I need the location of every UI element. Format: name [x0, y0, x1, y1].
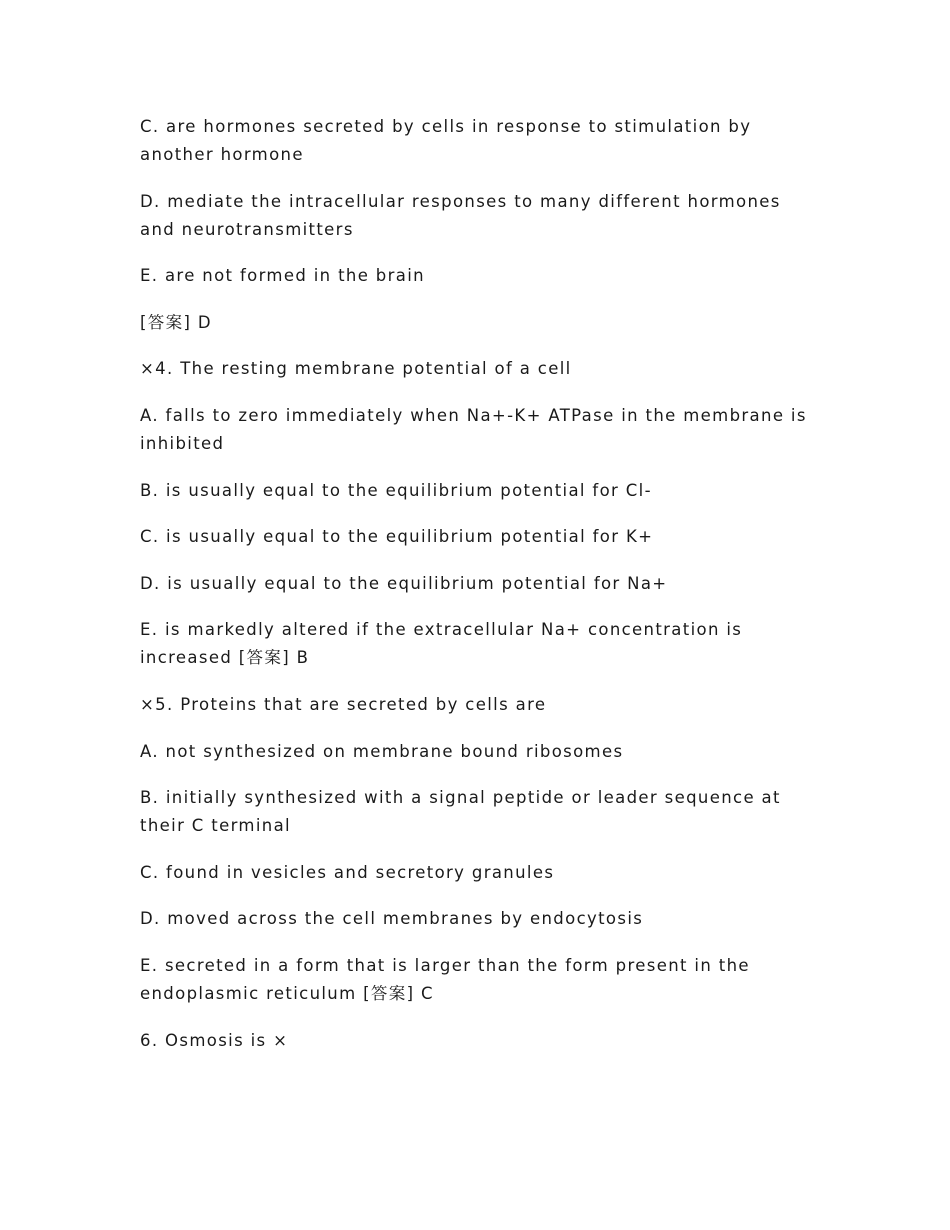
q5-option-a-text: A. not synthesized on membrane bound ribosomes: [140, 741, 624, 761]
q4-option-d-text: D. is usually equal to the equilibrium potential for Na+: [140, 573, 668, 593]
q5-option-c-text: C. found in vesicles and secretory granules: [140, 862, 555, 882]
answer-text: [答案] D: [140, 312, 212, 332]
q5-option-e-text: E. secreted in a form that is larger than the form present in the endoplasmic reticulum [答案] C: [140, 955, 750, 1003]
document-page: [140, 113, 810, 1073]
option-e-text: E. are not formed in the brain: [140, 266, 425, 286]
option-d-text: D. mediate the intracellular responses to many different hormones and neurotransmitters: [140, 191, 781, 239]
question-5-text: ×5. Proteins that are secreted by cells are: [140, 694, 547, 714]
q4-option-c-text: C. is usually equal to the equilibrium potential for K+: [140, 527, 654, 547]
q5-option-d-text: D. moved across the cell membranes by endocytosis: [140, 909, 644, 929]
question-4-text: ×4. The resting membrane potential of a cell: [140, 359, 572, 379]
q4-option-b-text: B. is usually equal to the equilibrium potential for Cl-: [140, 480, 652, 500]
q4-option-e-text: E. is markedly altered if the extracellular Na+ concentration is increased [答案] B: [140, 620, 743, 668]
q5-option-b-text: B. initially synthesized with a signal peptide or leader sequence at their C terminal: [140, 788, 781, 836]
option-c-text: C. are hormones secreted by cells in response to stimulation by another hormone: [140, 117, 752, 164]
q4-option-a-text: A. falls to zero immediately when Na+-K+ ATPase in the membrane is inhibited: [140, 405, 807, 453]
question-6-text: 6. Osmosis is ×: [140, 1030, 289, 1050]
